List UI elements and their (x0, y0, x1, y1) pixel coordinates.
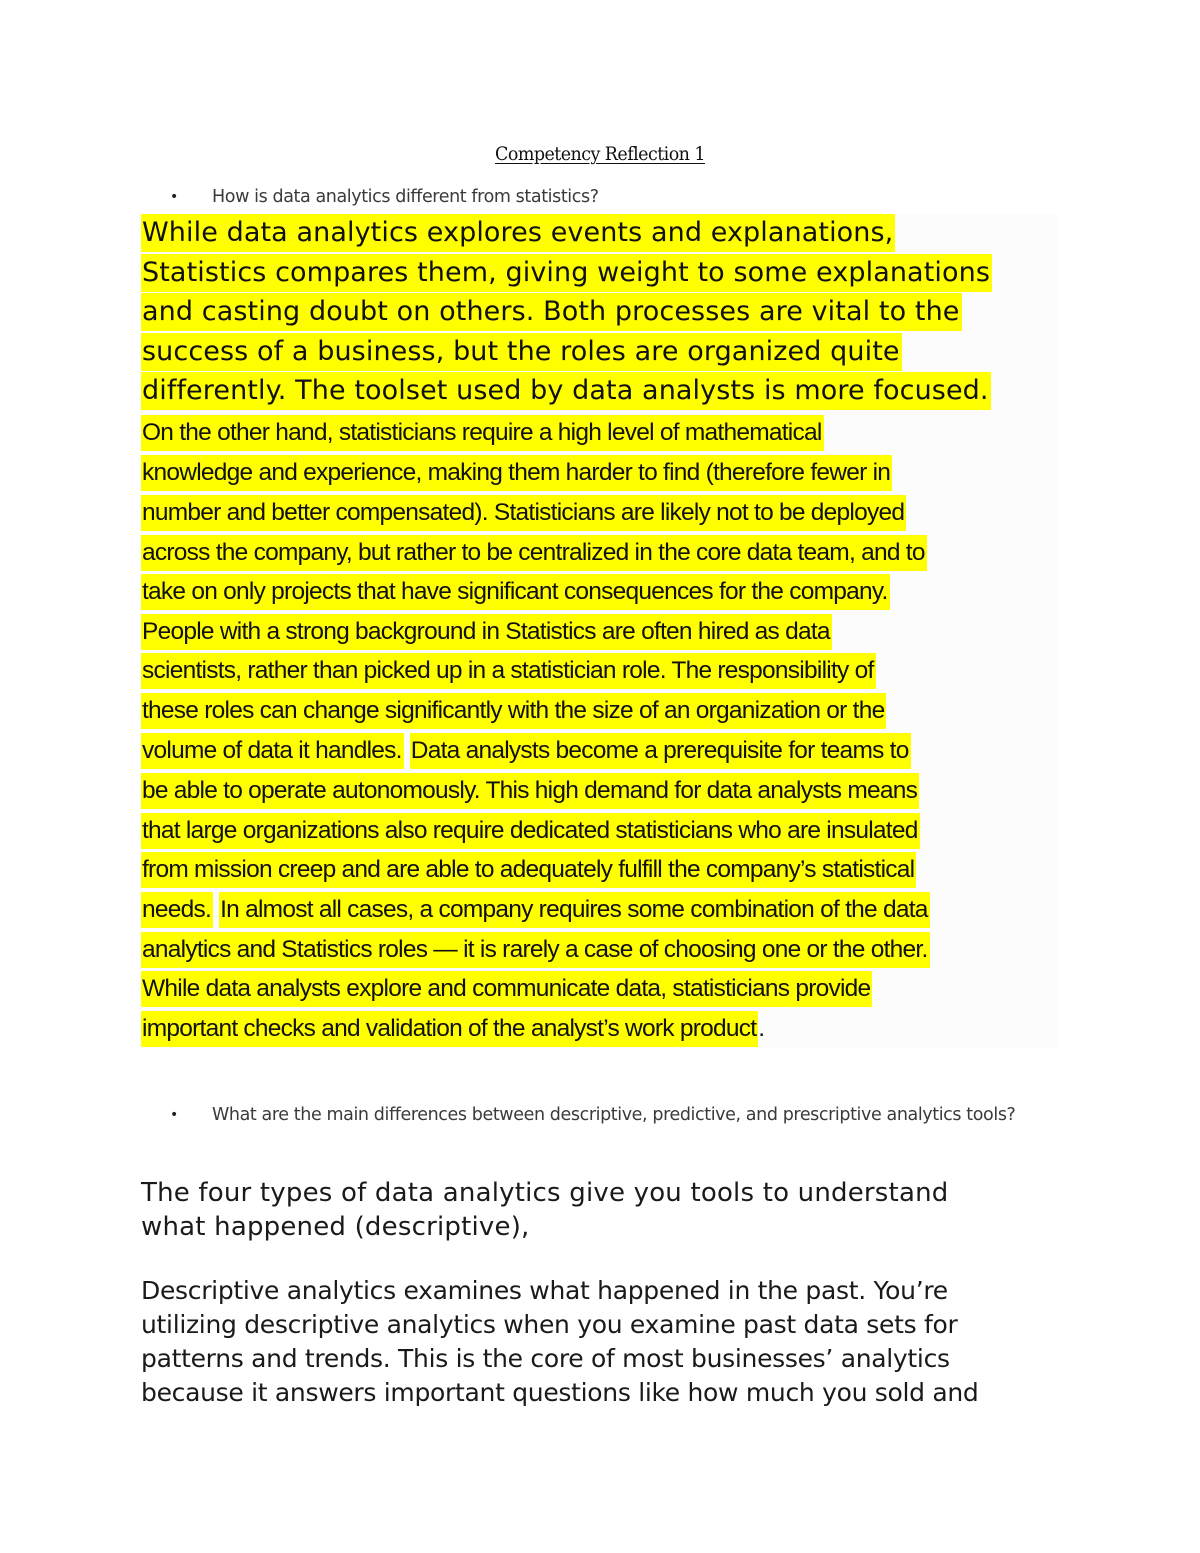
question-1 (170, 185, 1052, 209)
highlighted-text: People with a strong background in Statistics are often hired as data (141, 614, 832, 650)
answer-2-lead-line: The four types of data analytics give you tools to understand (141, 1178, 949, 1208)
highlighted-text: differently. The toolset used by data analysts is more focused. (141, 372, 991, 410)
answer-1-line (141, 453, 892, 493)
answer-1-line (141, 811, 920, 851)
answer-1-line (141, 691, 886, 731)
highlighted-text: success of a business, but the roles are organized quite (141, 333, 902, 371)
answer-1-line (141, 969, 872, 1009)
answer-1-line (141, 731, 911, 771)
highlighted-text: needs. (141, 892, 213, 928)
answer-1-line (141, 930, 930, 970)
highlighted-text: knowledge and experience, making them harder to find (therefore fewer in (141, 455, 892, 491)
unhighlighted-text: . (758, 1015, 765, 1042)
answer-1-line (141, 332, 902, 372)
highlighted-text: While data analysts explore and communicate data, statisticians provide (141, 971, 872, 1007)
answer-2-body (141, 1274, 1071, 1410)
highlighted-text: important checks and validation of the analyst’s work product (141, 1011, 758, 1047)
highlighted-text: Data analysts become a prerequisite for teams to (410, 733, 911, 769)
answer-1-line (141, 1009, 764, 1049)
highlighted-text: from mission creep and are able to adequately fulfill the company’s statistical (141, 852, 916, 888)
answer-1-line (141, 651, 876, 691)
bullet-icon: • (170, 189, 179, 205)
answer-2-body-line: because it answers important questions like how much you sold and (141, 1378, 979, 1407)
highlighted-text: scientists, rather than picked up in a statistician role. The responsibility of (141, 653, 876, 689)
highlighted-text: analytics and Statistics roles — it is rarely a case of choosing one or the other. (141, 932, 930, 968)
answer-1-line (141, 771, 919, 811)
highlighted-text: number and better compensated). Statisticians are likely not to be deployed (141, 495, 906, 531)
answer-1-line (141, 850, 916, 890)
answer-2-body-line: utilizing descriptive analytics when you examine past data sets for (141, 1310, 958, 1339)
answer-1-line (141, 572, 890, 612)
answer-1-line (141, 253, 992, 293)
highlight-gap (404, 737, 410, 764)
answer-1-line (141, 292, 962, 332)
bullet-icon: • (170, 1107, 179, 1123)
highlighted-text: While data analytics explores events and explanations, (141, 214, 895, 252)
answer-1-line (141, 213, 895, 253)
answer-1-line (141, 413, 824, 453)
answer-1-line (141, 890, 930, 930)
document-title: Competency Reflection 1 (495, 143, 705, 165)
highlighted-text: across the company, but rather to be centralized in the core data team, and to (141, 535, 927, 571)
answer-1-line (141, 371, 991, 411)
question-2-text: What are the main differences between descriptive, predictive, and prescriptive analytics tools? (212, 1105, 1016, 1125)
highlighted-text: volume of data it handles. (141, 733, 404, 769)
answer-2-lead (141, 1176, 1071, 1244)
answer-2-body-line: Descriptive analytics examines what happened in the past. You’re (141, 1276, 948, 1305)
answer-1-line (141, 493, 906, 533)
answer-1-line (141, 612, 832, 652)
highlighted-text: and casting doubt on others. Both processes are vital to the (141, 293, 962, 331)
highlighted-text: these roles can change significantly with the size of an organization or the (141, 693, 886, 729)
question-2 (170, 1103, 1052, 1127)
highlighted-text: On the other hand, statisticians require a high level of mathematical (141, 415, 824, 451)
highlighted-text: take on only projects that have significant consequences for the company. (141, 574, 890, 610)
highlighted-text: In almost all cases, a company requires some combination of the data (219, 892, 930, 928)
highlighted-text: that large organizations also require dedicated statisticians who are insulated (141, 813, 920, 849)
question-1-text: How is data analytics different from statistics? (212, 187, 599, 207)
highlighted-text: Statistics compares them, giving weight to some explanations (141, 254, 992, 292)
answer-2-lead-line: what happened (descriptive), (141, 1212, 530, 1242)
answer-2-body-line: patterns and trends. This is the core of most businesses’ analytics (141, 1344, 950, 1373)
highlighted-text: be able to operate autonomously. This high demand for data analysts means (141, 773, 919, 809)
answer-1-line (141, 533, 927, 573)
